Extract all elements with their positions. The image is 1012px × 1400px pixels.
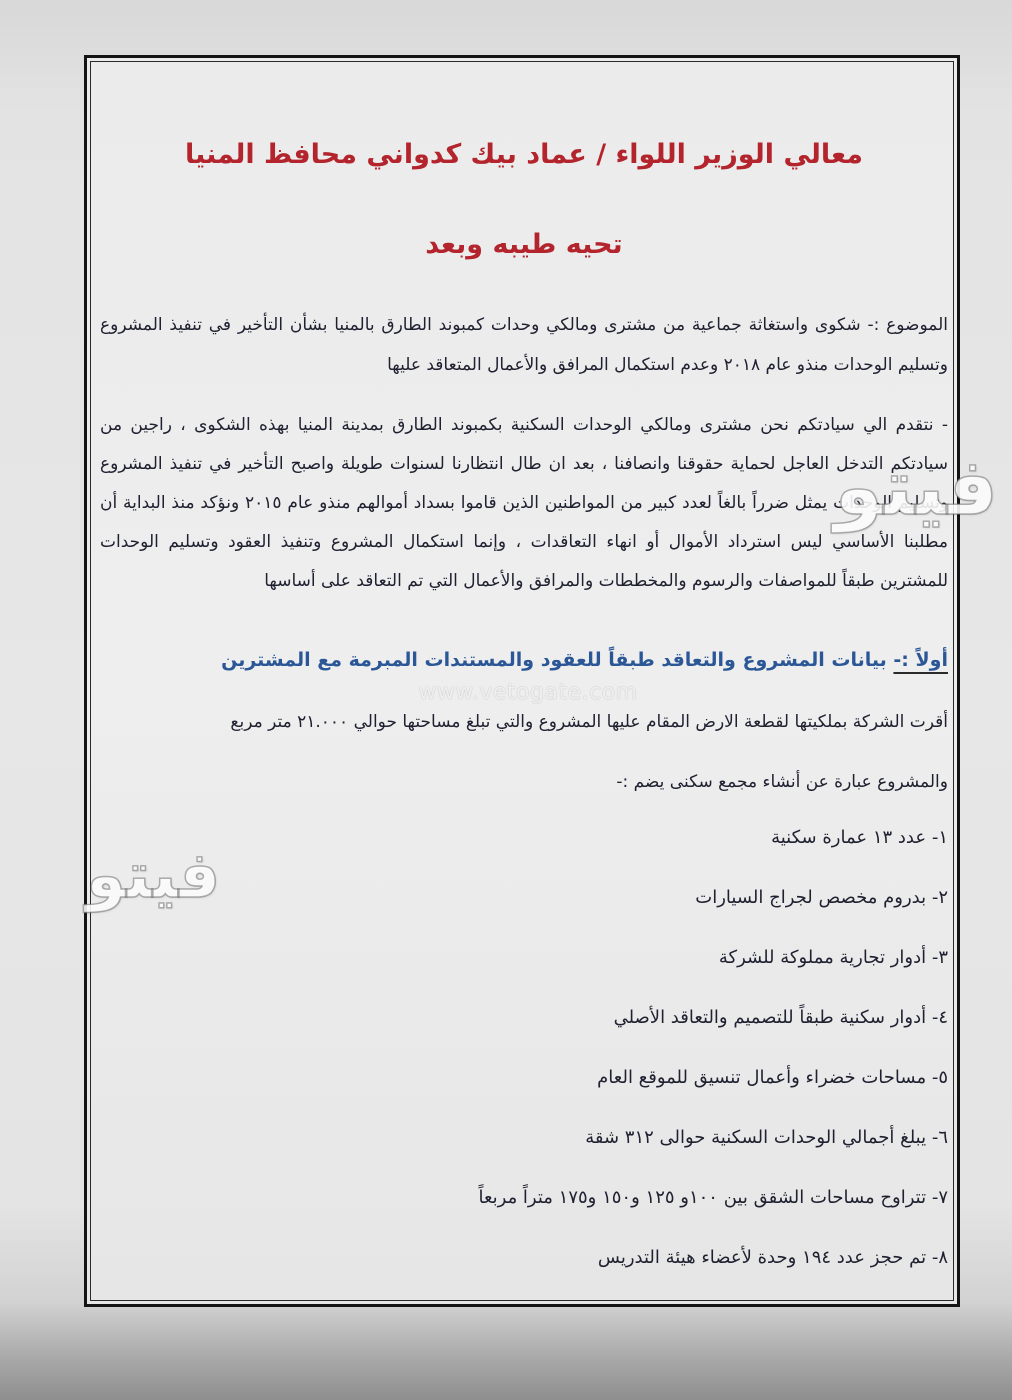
land-ownership-line: أقرت الشركة بملكيتها لقطعة الارض المقام عليها المشروع والتي تبلغ مساحتها حوالي ٢١.٠٠٠ متر مربع bbox=[230, 712, 948, 732]
list-item: ١- عدد ١٣ عمارة سكنية bbox=[771, 827, 948, 848]
watermark-logo-left: فيتو bbox=[86, 839, 221, 913]
list-item: ٨- تم حجز عدد ١٩٤ وحدة لأعضاء هيئة التدريس bbox=[597, 1247, 948, 1268]
greeting-line: تحيه طيبه وبعد bbox=[425, 229, 623, 260]
list-item: ٣- أدوار تجارية مملوكة للشركة bbox=[718, 947, 948, 968]
list-item: ٧- تتراوح مساحات الشقق بين ١٠٠و ١٢٥ و١٥٠ و١٧٥ متراً مربعاً bbox=[478, 1187, 948, 1208]
section-number-label: أولاً :- bbox=[893, 649, 948, 671]
list-item: ٢- بدروم مخصص لجراج السيارات bbox=[695, 887, 948, 908]
watermark-url: www.vetogate.com bbox=[418, 680, 638, 705]
project-components-list bbox=[100, 820, 948, 1300]
letter-recipient-title: معالي الوزير اللواء / عماد بيك كدواني محافظ المنيا bbox=[184, 139, 864, 170]
section-one-heading bbox=[100, 642, 948, 678]
complaint-intro-paragraph: - نتقدم الي سيادتكم نحن مشترى ومالكي الوحدات السكنية بكمبوند الطارق بمدينة المنيا بهذه الشكوى ، راجين من سيادتكم التدخل العاجل لحماية حقوقنا وانصافنا ، بعد ان طال انتظارنا لسنوات طويلة واصبح التأخير في تنفيذ المشروع وتسليم الوحدات يمثل ضرراً بالغاً لعدد كبير من المواطنين الذين قاموا بسداد أموالهم منذو عام ٢٠١٥ ونؤكد منذ البداية أن مطلبنا الأساسي ليس استرداد الأموال أو انهاء التعاقدات ، وإنما استكمال المشروع وتنفيذ العقود وتسليم الوحدات للمشترين طبقاً للمواصفات والرسوم والمخططات والمرافق والأعمال التي تم التعاقد على أساسها bbox=[100, 415, 948, 591]
section-title: بيانات المشروع والتعاقد طبقاً للعقود والمستندات المبرمة مع المشترين bbox=[221, 649, 887, 671]
subject-paragraph: الموضوع :- شكوى واستغاثة جماعية من مشترى ومالكي وحدات كمبوند الطارق بالمنيا بشأن التأخير في تنفيذ المشروع وتسليم الوحدات منذو عام ٢٠١٨ وعدم استكمال المرافق والأعمال المتعاقد عليها bbox=[100, 315, 948, 375]
list-item: ٤- أدوار سكنية طبقاً للتصميم والتعاقد الأصلي bbox=[613, 1007, 948, 1028]
project-components-intro: والمشروع عبارة عن أنشاء مجمع سكنى يضم :- bbox=[616, 772, 948, 792]
list-item: ٥- مساحات خضراء وأعمال تنسيق للموقع العام bbox=[597, 1067, 948, 1088]
list-item: ٦- يبلغ أجمالي الوحدات السكنية حوالى ٣١٢ شقة bbox=[585, 1127, 948, 1148]
watermark-logo-right: فيتو bbox=[834, 443, 998, 533]
